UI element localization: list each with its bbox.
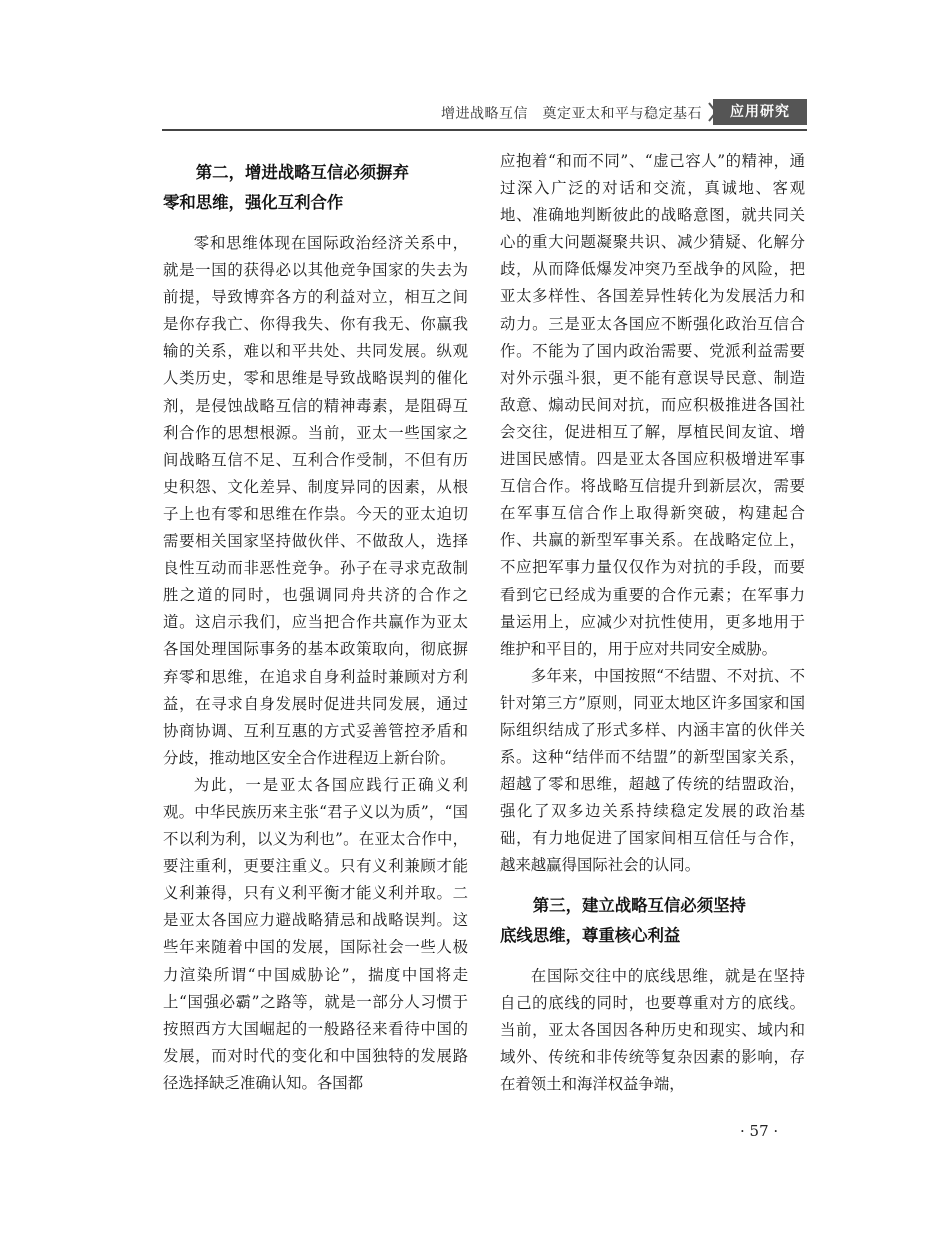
body-paragraph: 在国际交往中的底线思维，就是在坚持自己的底线的同时，也要尊重对方的底线。当前，亚太各国因各种历史和现实、域内和域外、传统和非传统等复杂因素的影响，存在着领土和海洋权益争端， <box>500 966 805 1093</box>
body-paragraph: 零和思维体现在国际政治经济关系中，就是一国的获得必以其他竞争国家的失去为前提，导致博弈各方的利益对立，相互之间是你存我亡、你得我失、你有我无、你赢我输的关系，难以和平共处、共同发展。纵观人类历史，零和思维是导致战略误判的催化剂，是侵蚀战略互信的精神毒素，是阻碍互利合作的思想根源。当前，亚太一些国家之间战略互信不足、互利合作受制，不但有历史积怨、文化差异、制度异同的因素，从根子上也有零和思维在作祟。今天的亚太迫切需要相关国家坚持做伙伴、不做敌人，选择良性互动而非恶性竞争。孙子在寻求克敌制胜之道的同时，也强调同舟共济的合作之道。这启示我们，应当把合作共赢作为亚太各国处理国际事务的基本政策取向，彻底摒弃零和思维，在追求自身利益时兼顾对方利益，在寻求自身发展时促进共同发展，通过协商协调、互利互惠的方式妥善管控矛盾和分歧，推动地区安全合作进程迈上新台阶。 <box>163 234 468 767</box>
running-title: 增进战略互信 奠定亚太和平与稳定基石 <box>441 106 702 122</box>
right-column <box>500 148 805 1098</box>
body-paragraph: 为此，一是亚太各国应践行正确义利观。中华民族历来主张“君子义以为质”，“国不以利为利，以义为利也”。在亚太合作中，要注重利，更要注重义。只有义利兼顾才能义利兼得，只有义利平衡才能义利并取。二是亚太各国应力避战略猜忌和战略误判。这些年来随着中国的发展，国际社会一些人极力渲染所谓“中国威胁论”，揣度中国将走上“国强必霸”之路等，就是一部分人习惯于按照西方大国崛起的一般路径来看待中国的发展，而对时代的变化和中国独特的发展路径选择缺乏准确认知。各国都 <box>163 775 468 1092</box>
heading-line: 底线思维，尊重核心利益 <box>500 925 681 945</box>
body-paragraph: 多年来，中国按照“不结盟、不对抗、不针对第三方”原则，同亚太地区许多国家和国际组织结成了形式多样、内涵丰富的伙伴关系。这种“结伴而不结盟”的新型国家关系，超越了零和思维，超越了传统的结盟政治，强化了双多边关系持续稳定发展的政治基础，有力地促进了国家间相互信任与合作，越来越赢得国际社会的认同。 <box>500 666 805 875</box>
left-column <box>163 148 468 1097</box>
section-heading-three <box>500 891 805 951</box>
body-paragraph: 应抱着“和而不同”、“虚己容人”的精神，通过深入广泛的对话和交流，真诚地、客观地、准确地判断彼此的战略意图，就共同关心的重大问题凝聚共识、减少猜疑、化解分歧，从而降低爆发冲突乃至战争的风险，把亚太多样性、各国差异性转化为发展活力和动力。三是亚太各国应不断强化政治互信合作。不能为了国内政治需要、党派利益需要对外示强斗狠，更不能有意误导民意、制造敌意、煽动民间对抗，而应积极推进各国社会交往，促进相互了解，厚植民间友谊、增进国民感情。四是亚太各国应积极增进军事互信合作。将战略互信提升到新层次，需要在军事互信合作上取得新突破，构建起合作、共赢的新型军事关系。在战略定位上，不应把军事力量仅仅作为对抗的手段，而要看到它已经成为重要的合作元素；在军事力量运用上，应减少对抗性使用，更多地用于维护和平目的，用于应对共同安全威胁。 <box>500 152 805 658</box>
header-rule <box>162 129 807 131</box>
page-number: · 57 · <box>740 1122 779 1140</box>
section-heading-two <box>163 158 468 218</box>
heading-line: 零和思维，强化互利合作 <box>163 193 344 212</box>
section-label: 应用研究 <box>713 99 807 125</box>
running-header <box>162 95 807 129</box>
heading-line: 第二，增进战略互信必须摒弃 <box>195 163 409 182</box>
heading-line: 第三，建立战略互信必须坚持 <box>532 895 746 915</box>
